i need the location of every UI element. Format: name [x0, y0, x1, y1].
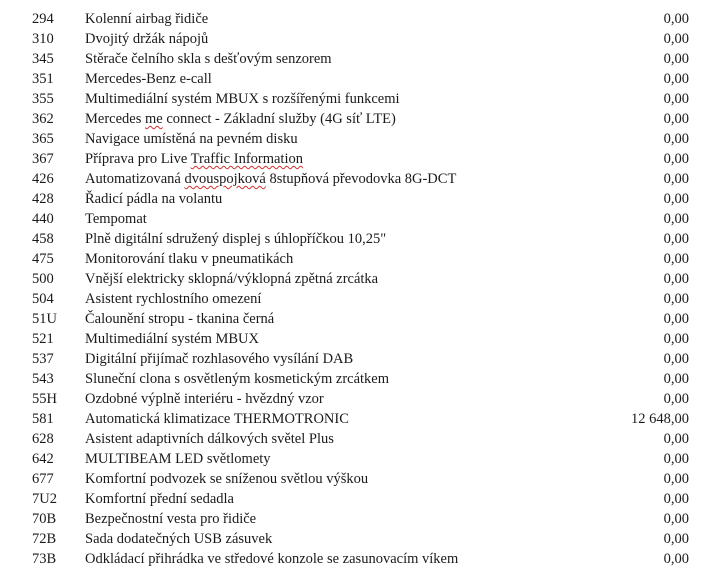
- item-code: 537: [32, 351, 54, 367]
- table-row: [0, 9, 724, 29]
- item-description: Komfortní podvozek se sníženou světlou výškou: [85, 471, 369, 487]
- item-code: 504: [32, 291, 54, 307]
- item-description: Řadicí pádla na volantu: [85, 191, 223, 207]
- item-description: Multimediální systém MBUX: [85, 331, 259, 347]
- table-row: [0, 369, 724, 389]
- item-code: 355: [32, 91, 54, 107]
- item-price: 0,00: [663, 551, 689, 567]
- item-price: 0,00: [663, 271, 689, 287]
- item-code: 73B: [32, 551, 57, 567]
- item-description: Dvojitý držák nápojů: [85, 31, 209, 47]
- item-description: Odkládací přihrádka ve středové konzole se zasunovacím víkem: [85, 551, 459, 567]
- item-price: 0,00: [663, 451, 689, 467]
- item-price: 0,00: [663, 51, 689, 67]
- item-price: 0,00: [663, 211, 689, 227]
- item-price: 0,00: [663, 71, 689, 87]
- item-description: Kolenní airbag řidiče: [85, 11, 209, 27]
- item-code: 51U: [32, 311, 57, 327]
- item-price: 0,00: [663, 111, 689, 127]
- item-description: Komfortní přední sedadla: [85, 491, 234, 507]
- item-code: 440: [32, 211, 54, 227]
- item-description: Vnější elektricky sklopná/výklopná zpětná zrcátka: [85, 271, 379, 287]
- table-row: [0, 289, 724, 309]
- table-row: [0, 109, 724, 129]
- item-description: Multimediální systém MBUX s rozšířenými funkcemi: [85, 91, 400, 107]
- table-row: [0, 349, 724, 369]
- table-row: [0, 529, 724, 549]
- item-code: 55H: [32, 391, 57, 407]
- item-description: Ozdobné výplně interiéru - hvězdný vzor: [85, 391, 324, 407]
- item-price: 12 648,00: [631, 411, 689, 427]
- item-description: Automatická klimatizace THERMOTRONIC: [85, 411, 349, 427]
- table-row: [0, 409, 724, 429]
- table-row: [0, 329, 724, 349]
- table-row: [0, 229, 724, 249]
- item-code: 642: [32, 451, 54, 467]
- item-code: 521: [32, 331, 54, 347]
- item-description: Asistent adaptivních dálkových světel Plus: [85, 431, 334, 447]
- item-price: 0,00: [663, 151, 689, 167]
- item-description: Monitorování tlaku v pneumatikách: [85, 251, 294, 267]
- item-description: Sada dodatečných USB zásuvek: [85, 531, 273, 547]
- item-price: 0,00: [663, 251, 689, 267]
- item-price: 0,00: [663, 31, 689, 47]
- item-description: Automatizovaná dvouspojková 8stupňová převodovka 8G-DCT: [85, 171, 457, 187]
- item-description: Asistent rychlostního omezení: [85, 291, 262, 307]
- item-code: 628: [32, 431, 54, 447]
- item-code: 367: [32, 151, 54, 167]
- table-row: [0, 269, 724, 289]
- item-code: 345: [32, 51, 54, 67]
- table-row: [0, 169, 724, 189]
- item-description: Sluneční clona s osvětleným kosmetickým zrcátkem: [85, 371, 390, 387]
- item-code: 581: [32, 411, 54, 427]
- item-description: Mercedes-Benz e-call: [85, 71, 212, 87]
- item-price: 0,00: [663, 371, 689, 387]
- item-code: 7U2: [32, 491, 57, 507]
- table-row: [0, 489, 724, 509]
- item-description: Plně digitální sdružený displej s úhlopříčkou 10,25": [85, 231, 387, 247]
- item-description: Čalounění stropu - tkanina černá: [85, 311, 275, 327]
- item-code: 543: [32, 371, 54, 387]
- table-row: [0, 549, 724, 569]
- item-code: 362: [32, 111, 54, 127]
- item-code: 475: [32, 251, 54, 267]
- table-row: [0, 69, 724, 89]
- table-row: [0, 89, 724, 109]
- table-row: [0, 509, 724, 529]
- item-price: 0,00: [663, 511, 689, 527]
- item-description: Navigace umístěná na pevném disku: [85, 131, 298, 147]
- item-price: 0,00: [663, 91, 689, 107]
- item-price: 0,00: [663, 191, 689, 207]
- item-price: 0,00: [663, 291, 689, 307]
- item-code: 428: [32, 191, 54, 207]
- item-description: Bezpečnostní vesta pro řidiče: [85, 511, 257, 527]
- table-row: [0, 389, 724, 409]
- item-description: Tempomat: [85, 211, 147, 227]
- table-row: [0, 129, 724, 149]
- item-code: 458: [32, 231, 54, 247]
- table-row: [0, 249, 724, 269]
- table-row: [0, 469, 724, 489]
- item-code: 365: [32, 131, 54, 147]
- table-row: [0, 309, 724, 329]
- table-row: [0, 449, 724, 469]
- item-price: 0,00: [663, 431, 689, 447]
- item-description: Mercedes me connect - Základní služby (4G síť LTE): [85, 111, 396, 127]
- item-description: MULTIBEAM LED světlomety: [85, 451, 271, 467]
- item-price: 0,00: [663, 131, 689, 147]
- item-code: 70B: [32, 511, 57, 527]
- table-row: [0, 209, 724, 229]
- item-code: 72B: [32, 531, 57, 547]
- table-row: [0, 429, 724, 449]
- item-price: 0,00: [663, 231, 689, 247]
- item-code: 426: [32, 171, 54, 187]
- table-row: [0, 189, 724, 209]
- item-code: 500: [32, 271, 54, 287]
- item-description: Digitální přijímač rozhlasového vysílání DAB: [85, 351, 354, 367]
- item-code: 294: [32, 11, 54, 27]
- item-price: 0,00: [663, 331, 689, 347]
- item-price: 0,00: [663, 491, 689, 507]
- item-code: 310: [32, 31, 54, 47]
- item-price: 0,00: [663, 531, 689, 547]
- table-row: [0, 29, 724, 49]
- item-price: 0,00: [663, 11, 689, 27]
- table-row: [0, 149, 724, 169]
- item-description: Stěrače čelního skla s dešťovým senzorem: [85, 51, 332, 67]
- table-row: [0, 49, 724, 69]
- item-price: 0,00: [663, 351, 689, 367]
- item-price: 0,00: [663, 311, 689, 327]
- item-code: 677: [32, 471, 54, 487]
- item-price: 0,00: [663, 391, 689, 407]
- item-price: 0,00: [663, 171, 689, 187]
- item-code: 351: [32, 71, 54, 87]
- table-row: [0, 0, 724, 9]
- item-description: Příprava pro Live Traffic Information: [85, 151, 303, 167]
- item-price: 0,00: [663, 471, 689, 487]
